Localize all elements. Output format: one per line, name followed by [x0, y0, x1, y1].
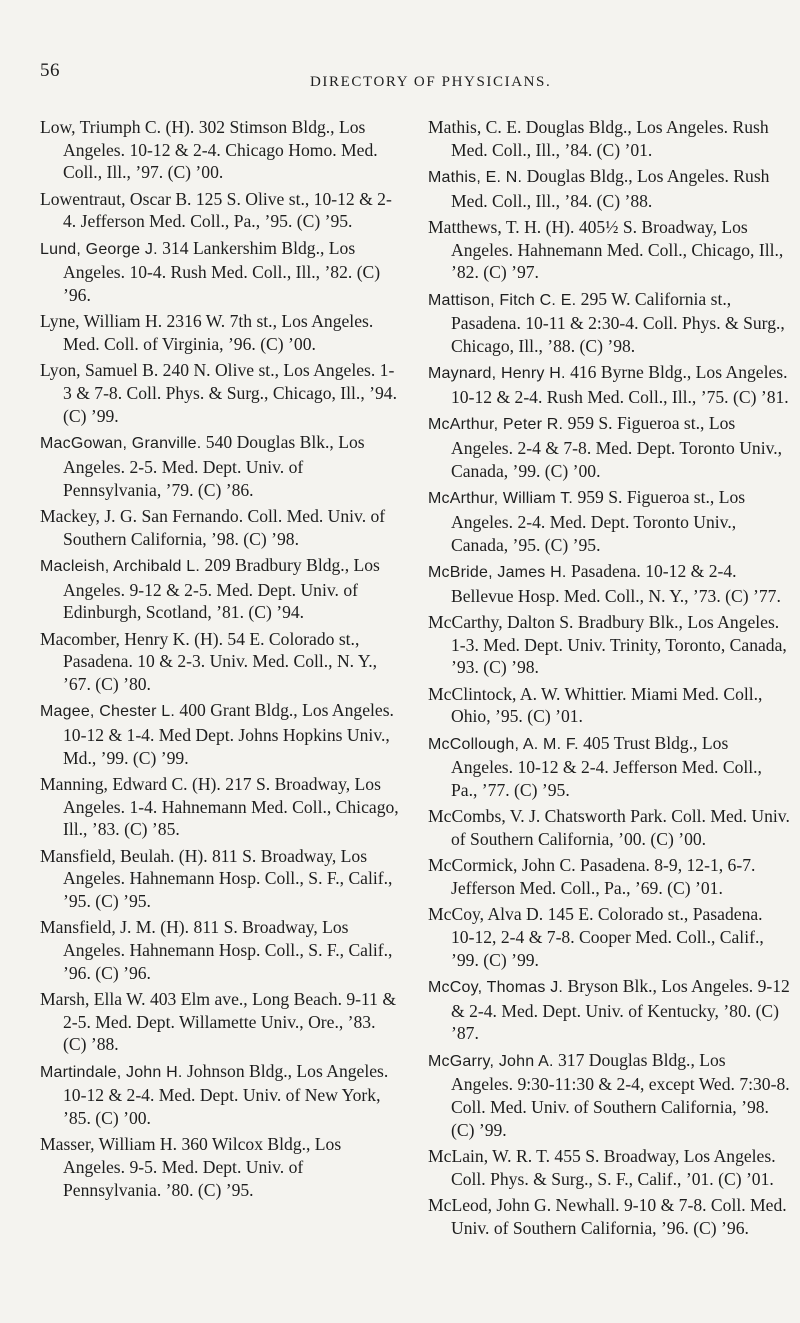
directory-entry	[428, 361, 790, 408]
directory-entry	[428, 412, 790, 482]
physician-name: Lyne, William H.	[40, 311, 163, 332]
physician-name: McBride, James H.	[428, 563, 567, 581]
entry-details: 145 E. Colorado st., Pasadena. 10-12, 2-4 & 7-8. Cooper Med. Coll., Calif., ’99. (C) ’99.	[451, 904, 764, 970]
directory-entry	[428, 1194, 790, 1239]
directory-entry	[428, 1049, 790, 1142]
physician-name: Lyon, Samuel B.	[40, 360, 159, 381]
entry-details: Pasadena. 10-12 & 2-4. Bellevue Hosp. Med. Coll., N. Y., ’73. (C) ’77.	[451, 560, 781, 606]
entry-details: 403 Elm ave., Long Beach. 9-11 & 2-5. Med. Dept. Willamette Univ., Ore., ’83. (C) ’88.	[63, 989, 397, 1055]
directory-entry	[428, 216, 790, 284]
entry-details: 240 N. Olive st., Los Angeles. 1-3 & 7-8. Coll. Phys. & Surg., Chicago, Ill., ’94. (C) ’99.	[63, 360, 397, 426]
physician-name: Macomber, Henry K.	[40, 628, 190, 649]
physician-name: Lund, George J.	[40, 240, 158, 258]
directory-entry	[428, 683, 790, 728]
entry-details: 360 Wilcox Bldg., Los Angeles. 9-5. Med. Dept. Univ. of Pennsylvania. ’80. (C) ’95.	[63, 1134, 342, 1200]
physician-name: McClintock, A. W.	[428, 683, 561, 704]
directory-entry	[428, 611, 790, 679]
physician-name: Low, Triumph C.	[40, 117, 162, 137]
entry-details: 455 S. Broadway, Los Angeles. Coll. Phys. & Surg., S. F., Calif., ’01. (C) ’01.	[451, 1146, 776, 1189]
entry-details: 416 Byrne Bldg., Los Angeles. 10-12 & 2-4. Rush Med. Coll., Ill., ’75. (C) ’81.	[451, 362, 789, 408]
entry-details: Whittier. Miami Med. Coll., Ohio, ’95. (C) ’01.	[451, 683, 763, 727]
directory-entry	[40, 431, 402, 501]
directory-entry	[40, 1060, 402, 1130]
directory-entry	[428, 854, 790, 899]
entry-details: 295 W. California st., Pasadena. 10-11 & 2:30-4. Coll. Phys. & Surg., Chicago, Ill., ’88. (C) ’98.	[451, 288, 785, 357]
entry-details: Pasadena. 8-9, 12-1, 6-7. Jefferson Med. Coll., Pa., ’69. (C) ’01.	[451, 855, 756, 898]
entry-details: Bradbury Blk., Los Angeles. 1-3. Med. Dept. Univ. Trinity, Toronto, Canada, ’93. (C) ’98.	[451, 611, 787, 678]
physician-name: McArthur, William T.	[428, 490, 574, 508]
entry-details: 2316 W. 7th st., Los Angeles. Med. Coll. of Virginia, ’96. (C) ’00.	[63, 311, 374, 355]
physician-name: McCombs, V. J.	[428, 806, 541, 827]
physician-name: McCoy, Alva D.	[428, 904, 544, 925]
directory-entry	[40, 773, 402, 841]
running-header: DIRECTORY OF PHYSICIANS.	[310, 74, 552, 90]
physician-name: Magee, Chester L.	[40, 703, 176, 721]
entry-details: (H). 54 E. Colorado st., Pasadena. 10 & 2-3. Univ. Med. Coll., N. Y., ’67. (C) ’80.	[63, 628, 378, 694]
physician-name: McLain, W. R. T.	[428, 1146, 551, 1167]
physician-name: Matthews, T. H.	[428, 217, 542, 237]
physician-name: MacGowan, Granville.	[40, 435, 202, 453]
entry-details: 540 Douglas Blk., Los Angeles. 2-5. Med. Dept. Univ. of Pennsylvania, ’79. (C) ’86.	[63, 432, 365, 500]
physician-name: Mansfield, J. M.	[40, 917, 156, 938]
directory-entry	[428, 732, 790, 802]
entry-details: (H). 811 S. Broadway, Los Angeles. Hahnemann Hosp. Coll., S. F., Calif., ’95. (C) ’95.	[63, 845, 393, 912]
physician-name: Lowentraut, Oscar B.	[40, 188, 192, 209]
directory-entry	[428, 165, 790, 212]
directory-entry	[428, 903, 790, 971]
entry-details: 405 Trust Bldg., Los Angeles. 10-12 & 2-4. Jefferson Med. Coll., Pa., ’77. (C) ’95.	[451, 732, 762, 800]
entry-details: 209 Bradbury Bldg., Los Angeles. 9-12 & 2-5. Med. Dept. Univ. of Edinburgh, Scotland, ’81. (C) ’94.	[63, 554, 380, 623]
page-number: 56	[40, 60, 60, 81]
directory-entry	[40, 628, 402, 696]
directory-entry	[428, 486, 790, 556]
directory-entry	[40, 188, 402, 233]
directory-entry	[40, 1133, 402, 1201]
physician-name: McCarthy, Dalton S.	[428, 611, 574, 632]
physician-name: Mathis, C. E.	[428, 117, 522, 137]
directory-entry	[428, 288, 790, 358]
directory-entry	[40, 845, 402, 913]
entry-details: Johnson Bldg., Los Angeles. 10-12 & 2-4. Med. Dept. Univ. of New York, ’85. (C) ’00.	[63, 1060, 389, 1129]
physician-name: Manning, Edward C.	[40, 773, 188, 794]
entry-details: (H). 302 Stimson Bldg., Los Angeles. 10-12 & 2-4. Chicago Homo. Med. Coll., Ill., ’97. (C) ’00.	[63, 117, 378, 183]
physician-name: McGarry, John A.	[428, 1052, 554, 1070]
entry-details: (H). 217 S. Broadway, Los Angeles. 1-4. Hahnemann Med. Coll., Chicago, Ill., ’83. (C) ’85.	[63, 773, 399, 840]
physician-name: Mackey, J. G.	[40, 505, 138, 526]
right-column	[428, 116, 790, 1243]
directory-entry	[428, 1145, 790, 1190]
physician-name: McLeod, John G.	[428, 1195, 552, 1216]
entry-details: Chatsworth Park. Coll. Med. Univ. of Southern California, ’00. (C) ’00.	[451, 806, 790, 849]
directory-entry	[40, 310, 402, 355]
entry-details: 959 S. Figueroa st., Los Angeles. 2-4. Med. Dept. Toronto Univ., Canada, ’95. (C) ’95.	[451, 487, 746, 555]
directory-entry	[40, 359, 402, 427]
physician-name: Marsh, Ella W.	[40, 989, 146, 1010]
directory-entry	[40, 988, 402, 1056]
entry-details: (H). 811 S. Broadway, Los Angeles. Hahnemann Hosp. Coll., S. F., Calif., ’96. (C) ’96.	[63, 917, 393, 983]
physician-name: McCormick, John C.	[428, 855, 576, 876]
entry-details: 314 Lankershim Bldg., Los Angeles. 10-4. Rush Med. Coll., Ill., ’82. (C) ’96.	[63, 237, 381, 306]
left-column	[40, 116, 402, 1205]
entry-details: Newhall. 9-10 & 7-8. Coll. Med. Univ. of Southern California, ’96. (C) ’96.	[451, 1195, 787, 1238]
entry-details: Douglas Bldg., Los Angeles. Rush Med. Coll., Ill., ’84. (C) ’01.	[451, 117, 769, 160]
physician-name: Masser, William H.	[40, 1134, 178, 1155]
directory-entry	[428, 805, 790, 850]
physician-name: McArthur, Peter R.	[428, 416, 564, 434]
entry-details: 400 Grant Bldg., Los Angeles. 10-12 & 1-4. Med Dept. Johns Hopkins Univ., Md., ’99. (C) ’99.	[63, 700, 394, 768]
directory-entry	[40, 699, 402, 769]
physician-name: Mathis, E. N.	[428, 169, 523, 186]
entry-details: 125 S. Olive st., 10-12 & 2-4. Jefferson Med. Coll., Pa., ’95. (C) ’95.	[63, 188, 392, 232]
directory-entry	[40, 505, 402, 550]
directory-entry	[40, 237, 402, 307]
entry-details: Bryson Blk., Los Angeles. 9-12 & 2-4. Med. Dept. Univ. of Kentucky, ’80. (C) ’87.	[451, 975, 790, 1044]
directory-entry	[428, 116, 790, 161]
directory-entry	[428, 975, 790, 1045]
directory-entry	[40, 916, 402, 984]
entry-details: 317 Douglas Bldg., Los Angeles. 9:30-11:30 & 2-4, except Wed. 7:30-8. Coll. Med. Univ. of Southern California, ’98. (C) ’99.	[451, 1049, 790, 1140]
directory-entry	[40, 116, 402, 184]
physician-name: Martindale, John H.	[40, 1063, 183, 1081]
physician-name: Maynard, Henry H.	[428, 365, 566, 383]
directory-entry	[428, 560, 790, 607]
entry-details: Douglas Bldg., Los Angeles. Rush Med. Coll., Ill., ’84. (C) ’88.	[451, 166, 770, 211]
physician-name: Mansfield, Beulah.	[40, 845, 175, 866]
physician-name: Mattison, Fitch C. E.	[428, 291, 577, 309]
physician-name: McCoy, Thomas J.	[428, 978, 564, 996]
entry-details: (H). 405½ S. Broadway, Los Angeles. Hahnemann Med. Coll., Chicago, Ill., ’82. (C) ’97.	[451, 217, 784, 283]
physician-name: Macleish, Archibald L.	[40, 557, 201, 575]
physician-name: McCollough, A. M. F.	[428, 735, 579, 753]
entry-details: 959 S. Figueroa st., Los Angeles. 2-4 & 7-8. Med. Dept. Toronto Univ., Canada, ’99. (C) ’00.	[451, 413, 783, 481]
directory-entry	[40, 554, 402, 624]
entry-details: San Fernando. Coll. Med. Univ. of Southern California, ’98. (C) ’98.	[63, 505, 386, 549]
